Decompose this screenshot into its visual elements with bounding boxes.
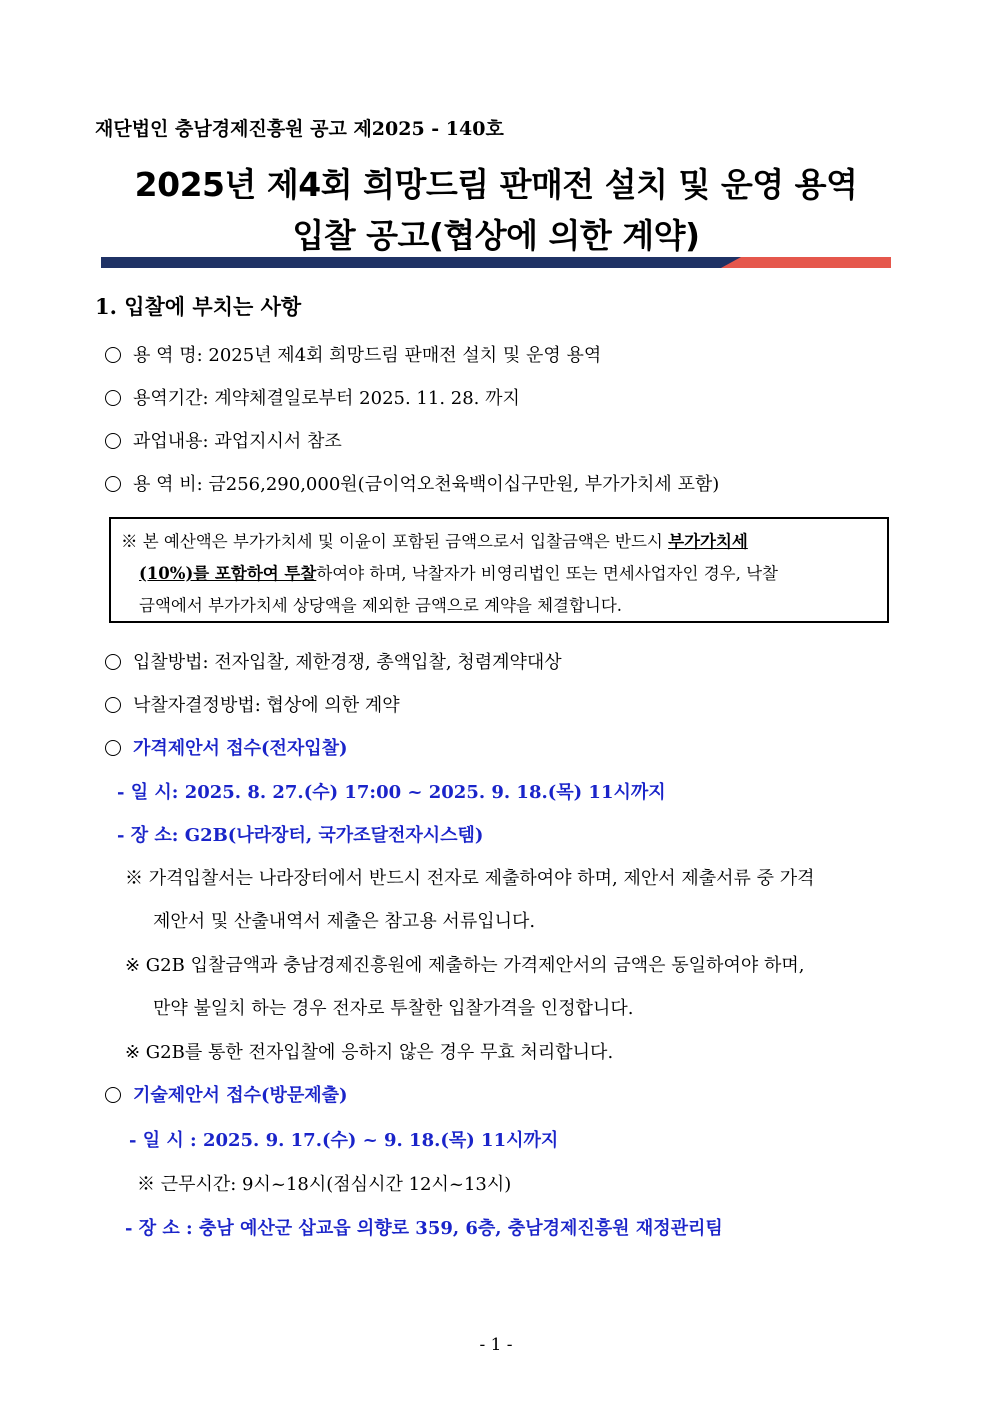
document-title-line1: 2025년 제4회 희망드림 판매전 설치 및 운영 용역: [134, 165, 858, 204]
price-date: - 일 시: 2025. 8. 27.(수) 17:00 ~ 2025. 9. 18.(목) 11시까지: [117, 782, 666, 803]
circle-bullet-icon: [105, 347, 121, 363]
title-divider-bar: [101, 257, 891, 268]
budget-note-box: [109, 517, 889, 623]
price-note: 만약 불일치 하는 경우 전자로 투찰한 입찰가격을 인정합니다.: [153, 998, 634, 1019]
tech-hours-note: ※ 근무시간: 9시~18시(점심시간 12시~13시): [137, 1174, 512, 1195]
tech-proposal-heading: 기술제안서 접수(방문제출): [105, 1081, 348, 1107]
price-note: ※ G2B 입찰금액과 충남경제진흥원에 제출하는 가격제안서의 금액은 동일하여야 하며,: [125, 955, 805, 976]
note-line: 금액에서 부가가치세 상당액을 제외한 금액으로 계약을 체결합니다.: [139, 596, 623, 615]
circle-bullet-icon: [105, 740, 121, 756]
page-number: - 1 -: [479, 1335, 513, 1355]
list-item: 입찰방법: 전자입찰, 제한경쟁, 총액입찰, 청렴계약대상: [105, 648, 562, 674]
tech-date: - 일 시 : 2025. 9. 17.(수) ~ 9. 18.(목) 11시까지: [129, 1130, 559, 1151]
price-place: - 장 소: G2B(나라장터, 국가조달전자시스템): [117, 825, 484, 846]
circle-bullet-icon: [105, 390, 121, 406]
price-note: ※ 가격입찰서는 나라장터에서 반드시 전자로 제출하여야 하며, 제안서 제출서류 중 가격: [125, 868, 815, 889]
list-item: 용 역 명: 2025년 제4회 희망드림 판매전 설치 및 운영 용역: [105, 341, 601, 367]
list-item: 과업내용: 과업지시서 참조: [105, 427, 342, 453]
notice-number: 재단법인 충남경제진흥원 공고 제2025 - 140호: [95, 118, 504, 140]
document-title-line2: 입찰 공고(협상에 의한 계약): [292, 216, 700, 255]
circle-bullet-icon: [105, 1087, 121, 1103]
section-heading: 1. 입찰에 부치는 사항: [95, 294, 302, 319]
note-line: ※ 본 예산액은 부가가치세 및 이윤이 포함된 금액으로서 입찰금액은 반드시 부가가치세: [121, 532, 748, 551]
list-item: 용 역 비: 금256,290,000원(금이억오천육백이십구만원, 부가가치세 포함): [105, 470, 719, 496]
note-line: (10%)를 포함하여 투찰하여야 하며, 낙찰자가 비영리법인 또는 면세사업자인 경우, 낙찰: [139, 564, 778, 583]
price-proposal-heading: 가격제안서 접수(전자입찰): [105, 734, 348, 760]
circle-bullet-icon: [105, 476, 121, 492]
price-note: ※ G2B를 통한 전자입찰에 응하지 않은 경우 무효 처리합니다.: [125, 1042, 614, 1063]
circle-bullet-icon: [105, 654, 121, 670]
circle-bullet-icon: [105, 433, 121, 449]
list-item: 낙찰자결정방법: 협상에 의한 계약: [105, 691, 400, 717]
circle-bullet-icon: [105, 697, 121, 713]
price-note: 제안서 및 산출내역서 제출은 참고용 서류입니다.: [153, 911, 536, 932]
tech-place: - 장 소 : 충남 예산군 삽교읍 의향로 359, 6층, 충남경제진흥원 재정관리팀: [125, 1218, 723, 1239]
list-item: 용역기간: 계약체결일로부터 2025. 11. 28. 까지: [105, 384, 520, 410]
